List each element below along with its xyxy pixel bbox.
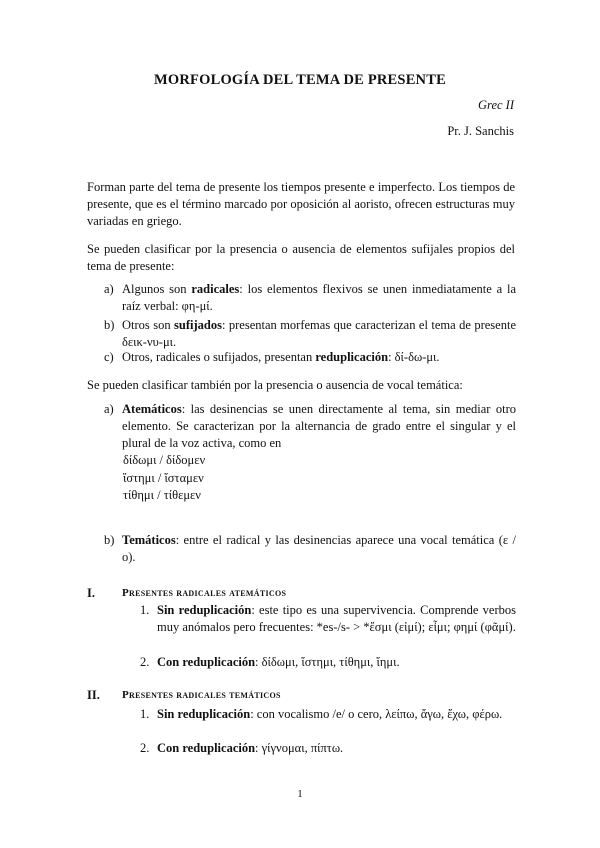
list-marker: a): [104, 402, 114, 416]
section-item: 2. Con reduplicación: δίδωμι, ἵστημι, τίθημι, ἵημι.: [140, 655, 400, 669]
item-number: 1.: [140, 603, 150, 617]
item-number: 1.: [140, 707, 150, 721]
example-line: ἵστημι / ἵσταμεν: [123, 471, 204, 485]
list-marker: c): [104, 350, 114, 364]
section-number: I.: [87, 586, 95, 600]
author-name: Pr. J. Sanchis: [447, 124, 514, 138]
list-item-tematicos: b) Temáticos: entre el radical y las desinencias aparece una vocal temática (ε / ο).: [104, 533, 516, 564]
section-item: 1. Sin reduplicación: este tipo es una supervivencia. Comprende verbos muy anómalos pero frecuentes: *es-/s- > *ἔσμι (εἰμί); εἶμι; φημί (φᾶμί).: [140, 603, 516, 634]
list-marker: a): [104, 282, 114, 296]
list-marker: b): [104, 318, 115, 332]
item-number: 2.: [140, 741, 150, 755]
document-title: MORFOLOGÍA DEL TEMA DE PRESENTE: [154, 72, 446, 88]
section-item: 1. Sin reduplicación: con vocalismo /e/ o cero, λείπω, ἄγω, ἔχω, φέρω.: [140, 707, 503, 721]
page-number: 1: [297, 788, 303, 800]
list-marker: b): [104, 533, 115, 547]
classification-vowel-paragraph: Se pueden clasificar también por la presencia o ausencia de vocal temática:: [87, 378, 463, 392]
list-item-atematicos: a) Atemáticos: las desinencias se unen directamente al tema, sin mediar otro elemento. Se caracterizan por la alternancia de grado entre el singular y el plural de la voz activa, como en: [104, 402, 516, 450]
example-line: τίθημι / τίθεμεν: [123, 488, 201, 502]
classification-presence-paragraph: Se pueden clasificar por la presencia o ausencia de elementos sufijales propios del tema de presente:: [87, 242, 515, 273]
intro-paragraph: Forman parte del tema de presente los tiempos presente e imperfecto. Los tiempos de presente, que es el término marcado por oposición al aoristo, ofrecen estructuras muy variadas en griego.: [87, 180, 515, 228]
item-number: 2.: [140, 655, 150, 669]
section-item: 2. Con reduplicación: γίγνομαι, πίπτω.: [140, 741, 344, 755]
section-title: Presentes radicales atemáticos: [122, 587, 287, 599]
list-item-sufijados: b) Otros son sufijados: presentan morfemas que caracterizan el tema de presente δεικ-νυ-μι.: [104, 318, 516, 349]
list-item-radicales: a) Algunos son radicales: los elementos flexivos se unen inmediatamente a la raíz verbal: φη-μί.: [104, 282, 516, 313]
section-number: II.: [87, 688, 100, 702]
section-title: Presentes radicales temáticos: [122, 689, 281, 701]
list-item-reduplicacion: c) Otros, radicales o sufijados, presentan reduplicación: δί-δω-μι.: [104, 350, 440, 364]
example-line: δίδωμι / δίδομεν: [123, 453, 206, 467]
course-name: Grec II: [478, 98, 514, 112]
